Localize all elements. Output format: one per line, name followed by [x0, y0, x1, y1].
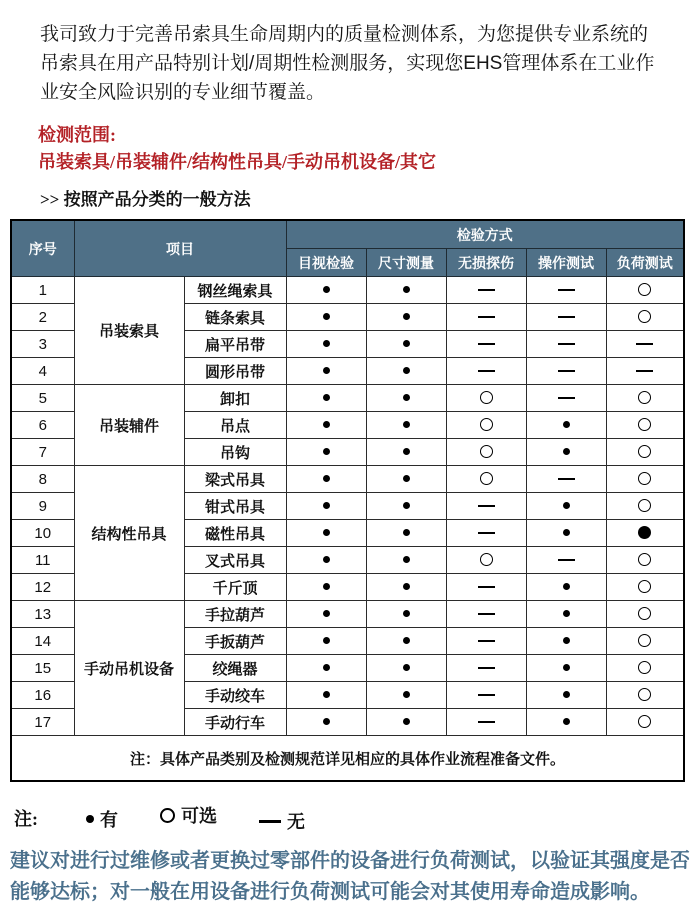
- legend-entry: [86, 806, 118, 832]
- item-cell: 手动行车: [184, 709, 286, 736]
- section-heading: >> 按照产品分类的一般方法: [40, 190, 251, 209]
- mark-cell: [366, 331, 446, 358]
- mark-cell: [526, 385, 606, 412]
- dot-icon: [323, 367, 330, 374]
- mark-cell: [526, 412, 606, 439]
- legend: [14, 802, 700, 834]
- mark-cell: [526, 466, 606, 493]
- circle-icon: [638, 391, 651, 404]
- row-number: 1: [11, 277, 74, 304]
- dot-icon: [403, 394, 410, 401]
- mark-cell: [606, 655, 684, 682]
- item-cell: 吊点: [184, 412, 286, 439]
- dash-icon: [558, 559, 575, 561]
- item-cell: 吊钩: [184, 439, 286, 466]
- dash-icon: [636, 343, 653, 345]
- dash-icon: [478, 613, 495, 615]
- dot-icon: [563, 448, 570, 455]
- circle-icon: [480, 445, 493, 458]
- mark-cell: [366, 439, 446, 466]
- mark-cell: [286, 439, 366, 466]
- circle-icon: [638, 661, 651, 674]
- circle-icon: [638, 310, 651, 323]
- dot-icon: [323, 718, 330, 725]
- row-number: 9: [11, 493, 74, 520]
- mark-cell: [366, 466, 446, 493]
- dot-icon: [403, 583, 410, 590]
- mark-cell: [606, 331, 684, 358]
- item-cell: 磁性吊具: [184, 520, 286, 547]
- mark-cell: [366, 655, 446, 682]
- dash-icon: [558, 397, 575, 399]
- mark-cell: [446, 277, 526, 304]
- legend-entry: [160, 802, 217, 828]
- mark-cell: [606, 466, 684, 493]
- mark-cell: [366, 574, 446, 601]
- dot-icon: [323, 502, 330, 509]
- table-row: [11, 277, 684, 304]
- dot-icon: [563, 583, 570, 590]
- category-cell: 吊装索具: [74, 277, 184, 385]
- dot-icon: [86, 815, 94, 823]
- dot-icon: [403, 475, 410, 482]
- recommendation-paragraph: 建议对进行过维修或者更换过零部件的设备进行负荷测试，以验证其强度是否能够达标；对一般在用设备进行负荷测试可能会对其使用寿命造成影响。: [10, 850, 690, 903]
- col-header-operation-test: 操作测试: [526, 249, 606, 277]
- mark-cell: [526, 277, 606, 304]
- mark-cell: [446, 709, 526, 736]
- mark-cell: [446, 439, 526, 466]
- legend-entry-label: 可选: [181, 806, 217, 826]
- mark-cell: [286, 304, 366, 331]
- mark-cell: [286, 412, 366, 439]
- item-cell: 手动绞车: [184, 682, 286, 709]
- mark-cell: [606, 520, 684, 547]
- dash-icon: [558, 343, 575, 345]
- table-note: 注：具体产品类别及检测规范详见相应的具体作业流程准备文件。: [11, 736, 684, 782]
- dash-icon: [558, 370, 575, 372]
- mark-cell: [526, 331, 606, 358]
- legend-entry-label: 有: [100, 809, 118, 830]
- dash-icon: [478, 370, 495, 372]
- dot-icon: [403, 529, 410, 536]
- dot-icon: [403, 691, 410, 698]
- dash-icon: [558, 289, 575, 291]
- dot-icon: [403, 448, 410, 455]
- mark-cell: [366, 493, 446, 520]
- mark-cell: [606, 682, 684, 709]
- item-cell: 手拉葫芦: [184, 601, 286, 628]
- item-cell: 扁平吊带: [184, 331, 286, 358]
- dot-icon: [563, 718, 570, 725]
- dot-icon: [563, 664, 570, 671]
- item-cell: 钳式吊具: [184, 493, 286, 520]
- dot-icon: [323, 529, 330, 536]
- dot-icon: [563, 529, 570, 536]
- row-number: 11: [11, 547, 74, 574]
- mark-cell: [446, 493, 526, 520]
- mark-cell: [446, 520, 526, 547]
- mark-cell: [606, 709, 684, 736]
- circle-icon: [638, 418, 651, 431]
- mark-cell: [526, 547, 606, 574]
- circle-icon: [638, 553, 651, 566]
- mark-cell: [366, 601, 446, 628]
- row-number: 5: [11, 385, 74, 412]
- circle-icon: [160, 808, 175, 823]
- row-number: 16: [11, 682, 74, 709]
- circle-icon: [638, 499, 651, 512]
- mark-cell: [366, 385, 446, 412]
- circle-icon: [638, 472, 651, 485]
- table-row: [11, 466, 684, 493]
- mark-cell: [366, 520, 446, 547]
- mark-cell: [286, 682, 366, 709]
- mark-cell: [606, 304, 684, 331]
- mark-cell: [606, 574, 684, 601]
- mark-cell: [286, 358, 366, 385]
- circle-icon: [638, 607, 651, 620]
- mark-cell: [446, 682, 526, 709]
- dot-icon: [323, 664, 330, 671]
- filled-circle-icon: [638, 526, 651, 539]
- table-row: [11, 385, 684, 412]
- mark-cell: [606, 439, 684, 466]
- scope-items: 吊装索具/吊装辅件/结构性吊具/手动吊机设备/其它: [38, 152, 437, 172]
- intro-paragraph: 我司致力于完善吊索具生命周期内的质量检测体系，为您提供专业系统的吊索具在用产品特别计划/周期性检测服务，实现您EHS管理体系在工业作业安全风险识别的专业细节覆盖。: [40, 24, 655, 103]
- scope-heading: 检测范围:: [38, 125, 116, 145]
- circle-icon: [480, 391, 493, 404]
- dot-icon: [323, 394, 330, 401]
- mark-cell: [446, 412, 526, 439]
- mark-cell: [446, 574, 526, 601]
- dash-icon: [478, 532, 495, 534]
- mark-cell: [446, 547, 526, 574]
- mark-cell: [446, 358, 526, 385]
- dash-icon: [558, 478, 575, 480]
- dot-icon: [563, 637, 570, 644]
- page: [0, 20, 700, 903]
- item-cell: 卸扣: [184, 385, 286, 412]
- mark-cell: [606, 385, 684, 412]
- dot-icon: [323, 448, 330, 455]
- dot-icon: [403, 502, 410, 509]
- circle-icon: [638, 283, 651, 296]
- mark-cell: [286, 493, 366, 520]
- mark-cell: [606, 358, 684, 385]
- dot-icon: [403, 313, 410, 320]
- mark-cell: [366, 412, 446, 439]
- legend-entry: [259, 808, 305, 834]
- mark-cell: [446, 304, 526, 331]
- mark-cell: [286, 655, 366, 682]
- mark-cell: [286, 709, 366, 736]
- row-number: 3: [11, 331, 74, 358]
- row-number: 4: [11, 358, 74, 385]
- row-number: 6: [11, 412, 74, 439]
- mark-cell: [606, 547, 684, 574]
- dash-icon: [478, 343, 495, 345]
- col-header-visual-inspection: 目视检验: [286, 249, 366, 277]
- mark-cell: [446, 466, 526, 493]
- dash-icon: [478, 289, 495, 291]
- dot-icon: [323, 691, 330, 698]
- item-cell: 梁式吊具: [184, 466, 286, 493]
- mark-cell: [286, 520, 366, 547]
- table-row: [11, 601, 684, 628]
- mark-cell: [526, 709, 606, 736]
- mark-cell: [606, 628, 684, 655]
- mark-cell: [606, 601, 684, 628]
- dash-icon: [478, 505, 495, 507]
- mark-cell: [526, 601, 606, 628]
- col-header-dimension-measurement: 尺寸测量: [366, 249, 446, 277]
- circle-icon: [638, 445, 651, 458]
- category-cell: 结构性吊具: [74, 466, 184, 601]
- legend-entry-label: 无: [287, 812, 305, 832]
- mark-cell: [526, 358, 606, 385]
- item-cell: 千斤顶: [184, 574, 286, 601]
- dash-icon: [478, 586, 495, 588]
- table-note-row: [11, 736, 684, 782]
- mark-cell: [286, 628, 366, 655]
- circle-icon: [480, 553, 493, 566]
- mark-cell: [526, 628, 606, 655]
- mark-cell: [446, 385, 526, 412]
- dot-icon: [563, 502, 570, 509]
- mark-cell: [446, 628, 526, 655]
- col-header-methods-group: 检验方式: [286, 220, 684, 249]
- row-number: 8: [11, 466, 74, 493]
- dot-icon: [403, 637, 410, 644]
- mark-cell: [366, 277, 446, 304]
- mark-cell: [366, 709, 446, 736]
- dot-icon: [403, 664, 410, 671]
- dot-icon: [323, 475, 330, 482]
- dot-icon: [323, 556, 330, 563]
- circle-icon: [638, 634, 651, 647]
- dot-icon: [403, 340, 410, 347]
- mark-cell: [526, 682, 606, 709]
- dot-icon: [323, 610, 330, 617]
- row-number: 12: [11, 574, 74, 601]
- dot-icon: [403, 367, 410, 374]
- dash-icon: [259, 820, 281, 823]
- dot-icon: [403, 286, 410, 293]
- dot-icon: [323, 421, 330, 428]
- mark-cell: [606, 277, 684, 304]
- circle-icon: [480, 418, 493, 431]
- dot-icon: [323, 583, 330, 590]
- row-number: 13: [11, 601, 74, 628]
- row-number: 7: [11, 439, 74, 466]
- mark-cell: [286, 601, 366, 628]
- mark-cell: [286, 385, 366, 412]
- dot-icon: [403, 718, 410, 725]
- item-cell: 叉式吊具: [184, 547, 286, 574]
- dot-icon: [563, 691, 570, 698]
- table-header-row-1: [11, 220, 684, 249]
- legend-label: 注:: [14, 809, 38, 829]
- mark-cell: [446, 655, 526, 682]
- circle-icon: [480, 472, 493, 485]
- dot-icon: [323, 286, 330, 293]
- dot-icon: [323, 313, 330, 320]
- mark-cell: [526, 493, 606, 520]
- mark-cell: [366, 628, 446, 655]
- col-header-ndt: 无损探伤: [446, 249, 526, 277]
- mark-cell: [286, 466, 366, 493]
- circle-icon: [638, 580, 651, 593]
- dot-icon: [403, 610, 410, 617]
- circle-icon: [638, 688, 651, 701]
- mark-cell: [606, 412, 684, 439]
- dash-icon: [636, 370, 653, 372]
- dot-icon: [403, 421, 410, 428]
- mark-cell: [606, 493, 684, 520]
- item-cell: 手扳葫芦: [184, 628, 286, 655]
- item-cell: 链条索具: [184, 304, 286, 331]
- mark-cell: [286, 574, 366, 601]
- row-number: 2: [11, 304, 74, 331]
- mark-cell: [286, 331, 366, 358]
- col-header-index: 序号: [11, 220, 74, 277]
- dash-icon: [478, 640, 495, 642]
- dot-icon: [323, 340, 330, 347]
- dash-icon: [478, 316, 495, 318]
- mark-cell: [526, 655, 606, 682]
- col-header-load-test: 负荷测试: [606, 249, 684, 277]
- mark-cell: [526, 304, 606, 331]
- mark-cell: [526, 439, 606, 466]
- legend-entries: [86, 802, 347, 834]
- category-cell: 吊装辅件: [74, 385, 184, 466]
- item-cell: 圆形吊带: [184, 358, 286, 385]
- mark-cell: [366, 304, 446, 331]
- row-number: 17: [11, 709, 74, 736]
- dash-icon: [478, 721, 495, 723]
- mark-cell: [286, 277, 366, 304]
- row-number: 10: [11, 520, 74, 547]
- dot-icon: [403, 556, 410, 563]
- mark-cell: [526, 574, 606, 601]
- dash-icon: [478, 694, 495, 696]
- mark-cell: [366, 682, 446, 709]
- mark-cell: [286, 547, 366, 574]
- row-number: 14: [11, 628, 74, 655]
- row-number: 15: [11, 655, 74, 682]
- dot-icon: [323, 637, 330, 644]
- mark-cell: [366, 547, 446, 574]
- mark-cell: [526, 520, 606, 547]
- col-header-item: 项目: [74, 220, 286, 277]
- item-cell: 绞绳器: [184, 655, 286, 682]
- mark-cell: [446, 601, 526, 628]
- dot-icon: [563, 421, 570, 428]
- mark-cell: [366, 358, 446, 385]
- inspection-table: [10, 219, 685, 782]
- dot-icon: [563, 610, 570, 617]
- mark-cell: [446, 331, 526, 358]
- item-cell: 钢丝绳索具: [184, 277, 286, 304]
- dash-icon: [558, 316, 575, 318]
- circle-icon: [638, 715, 651, 728]
- category-cell: 手动吊机设备: [74, 601, 184, 736]
- dash-icon: [478, 667, 495, 669]
